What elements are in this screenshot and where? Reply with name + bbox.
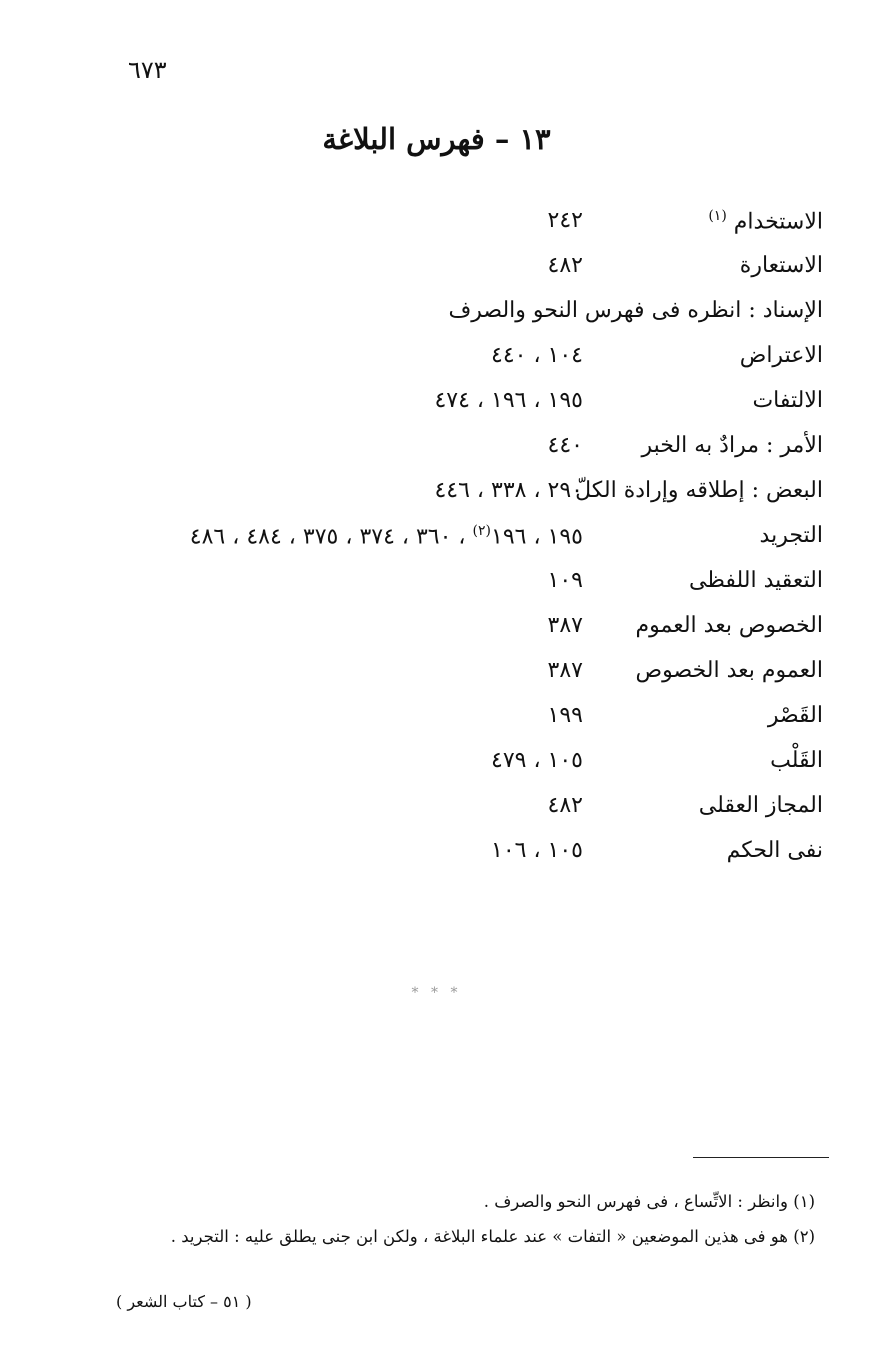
entry-pages: ٣٨٧ bbox=[547, 658, 583, 683]
entry-pages: ٢٩٠ ، ٣٣٨ ، ٤٤٦ bbox=[434, 478, 583, 503]
footnote-marker: (١) bbox=[708, 208, 727, 224]
entry-term: الأمر : مرادٌ به الخبر bbox=[641, 433, 823, 458]
section-separator: * * * bbox=[411, 985, 462, 1001]
entry-pages: ٤٤٠ bbox=[547, 433, 583, 458]
entry-pages: ١٩٥ ، ١٩٦ ، ٤٧٤ bbox=[434, 388, 583, 413]
index-entry bbox=[0, 388, 873, 432]
entry-pages: ١٠٥ ، ١٠٦ bbox=[491, 838, 583, 863]
index-entry bbox=[0, 433, 873, 477]
entry-term: الاستعارة bbox=[739, 253, 823, 278]
entry-pages: ٤٨٢ bbox=[547, 253, 583, 278]
entry-term: الاعتراض bbox=[739, 343, 823, 368]
entry-term: التجريد bbox=[759, 523, 823, 548]
entry-pages: ١٠٤ ، ٤٤٠ bbox=[491, 343, 583, 368]
index-entry bbox=[0, 253, 873, 297]
entry-term: التعقيد اللفظى bbox=[689, 568, 823, 593]
entry-term: المجاز العقلى bbox=[698, 793, 823, 818]
index-entry bbox=[0, 838, 873, 882]
entry-term: نفى الحكم bbox=[726, 838, 823, 863]
entry-pages: ١٠٩ bbox=[547, 568, 583, 593]
index-entry bbox=[0, 658, 873, 702]
index-entry bbox=[0, 703, 873, 747]
entry-pages: ٣٨٧ bbox=[547, 613, 583, 638]
entry-term: القَصْر bbox=[767, 703, 823, 728]
entry-term: البعض : إطلاقه وإرادة الكلّ bbox=[575, 478, 823, 503]
entry-pages: ١٩٩ bbox=[547, 703, 583, 728]
footnote: (٢) هو فى هذين الموضعين « التفات » عند علماء البلاغة ، ولكن ابن جنى يطلق عليه : التجريد . bbox=[170, 1227, 815, 1246]
index-entry bbox=[0, 613, 873, 657]
entry-pages: ٢٤٢ bbox=[547, 208, 583, 233]
footnote-marker: (٢) bbox=[472, 523, 491, 539]
entry-term: الالتفات bbox=[752, 388, 823, 413]
index-entry bbox=[0, 343, 873, 387]
page-number: ٦٧٣ bbox=[128, 56, 167, 84]
index-entry bbox=[0, 208, 873, 252]
index-entry bbox=[0, 478, 873, 522]
index-entry bbox=[0, 568, 873, 612]
footnote-divider bbox=[693, 1157, 829, 1158]
entry-pages: ١٠٥ ، ٤٧٩ bbox=[491, 748, 583, 773]
index-entry bbox=[0, 298, 873, 342]
entry-term: الإسناد : انظره فى فهرس النحو والصرف bbox=[448, 298, 823, 323]
index-entry bbox=[0, 523, 873, 567]
index-title: ١٣ – فهرس البلاغة bbox=[322, 122, 551, 156]
entry-pages: ١٩٥ ، ١٩٦$^{(٢)}$ ، ٣٦٠ ، ٣٧٤ ، ٣٧٥ ، ٤٨٤ ، ٤٨٦ bbox=[189, 523, 583, 550]
entry-term: الخصوص بعد العموم bbox=[635, 613, 823, 638]
entry-term: العموم بعد الخصوص bbox=[635, 658, 823, 683]
entry-pages: ٤٨٢ bbox=[547, 793, 583, 818]
footnote: (١) وانظر : الاتِّساع ، فى فهرس النحو والصرف . bbox=[483, 1192, 815, 1211]
index-entry bbox=[0, 793, 873, 837]
index-entry bbox=[0, 748, 873, 792]
book-reference: ( ٥١ – كتاب الشعر ) bbox=[116, 1292, 252, 1311]
entry-term: القَلْب bbox=[770, 748, 823, 773]
entry-term: الاستخدام $^{(١)}$ bbox=[708, 208, 823, 235]
